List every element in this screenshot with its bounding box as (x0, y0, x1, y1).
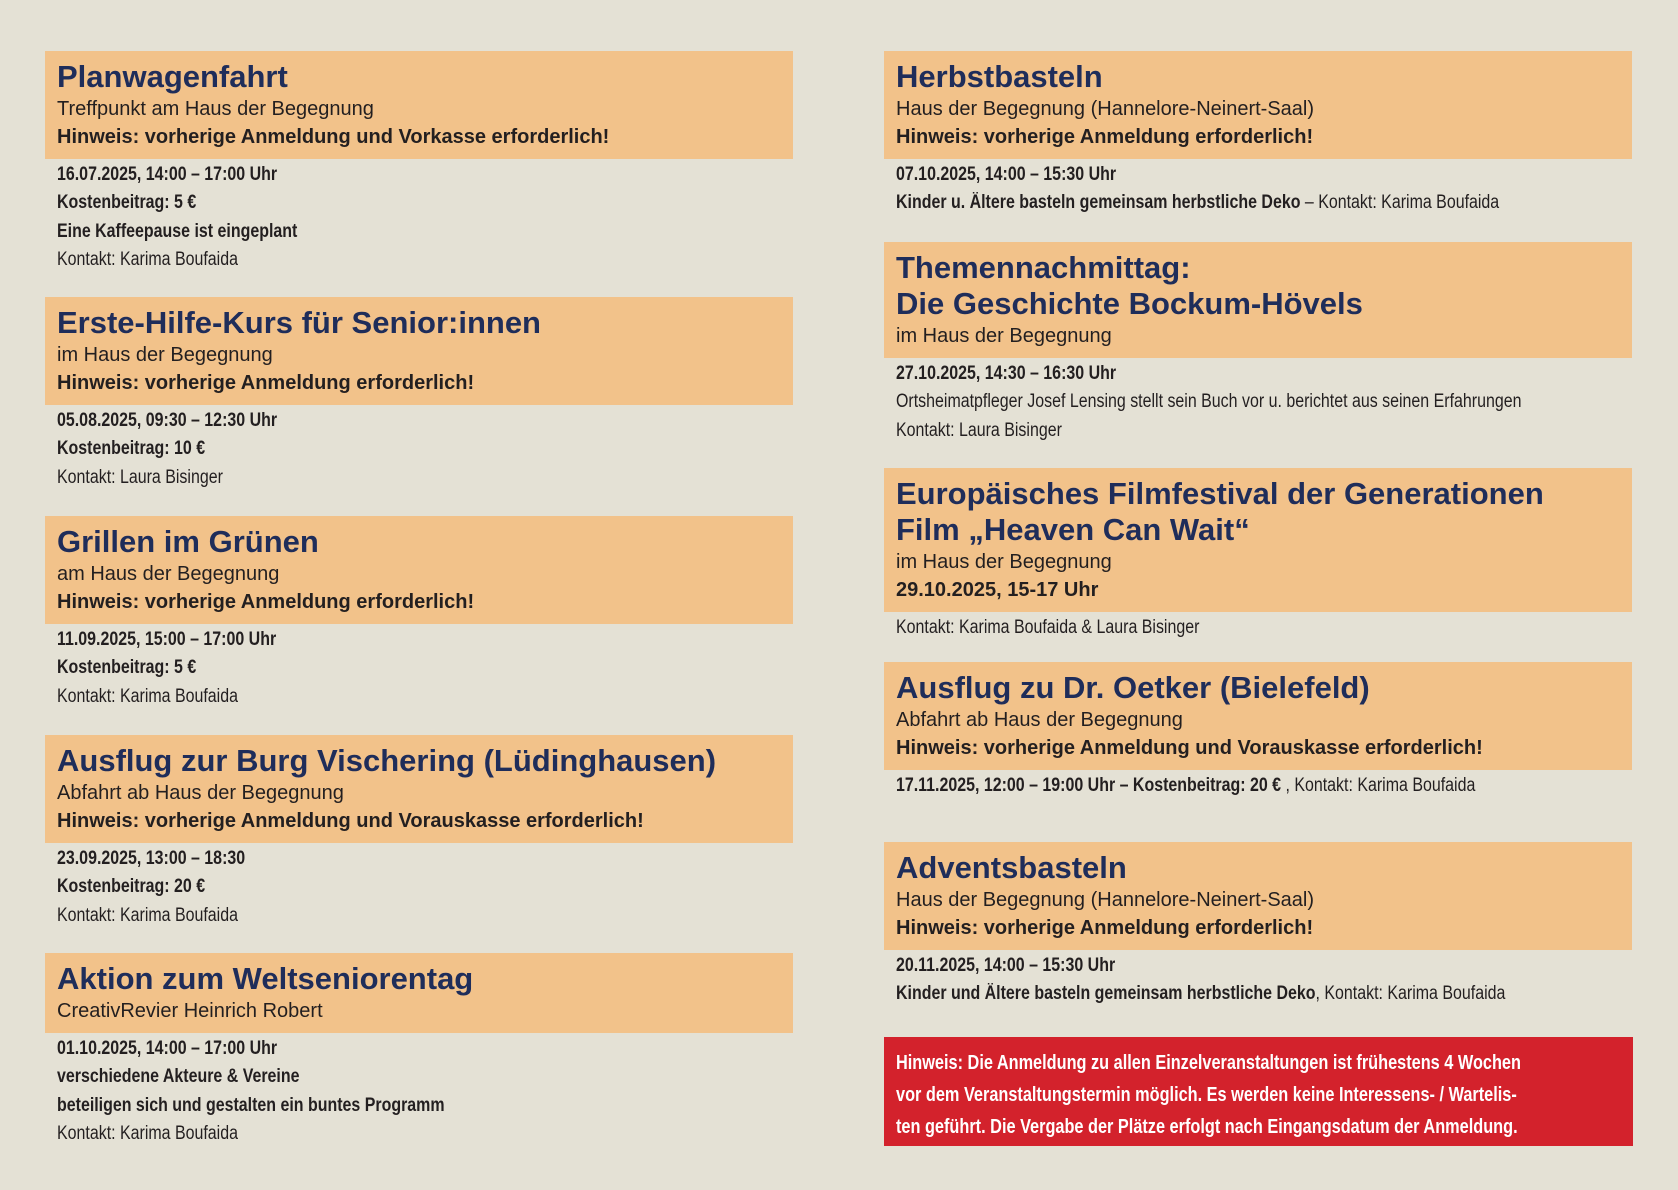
notice-line: vor dem Veranstaltungstermin möglich. Es werden keine Interessens- / Wartelis- (896, 1084, 1517, 1106)
event-contact: Kontakt: Laura Bisinger (896, 419, 1062, 441)
event-date: 05.08.2025, 09:30 – 12:30 Uhr (57, 410, 278, 431)
event-herbstbasteln (884, 51, 1632, 218)
event-header (45, 516, 793, 624)
event-planwagenfahrt (45, 51, 793, 274)
event-date: 20.11.2025, 14:00 – 15:30 Uhr (896, 955, 1116, 976)
event-details (884, 358, 1632, 445)
event-contact: Kontakt: Karima Boufaida & Laura Bisinger (896, 617, 1200, 638)
event-title: Grillen im Grünen (57, 524, 319, 559)
event-cost: Kostenbeitrag: 20 € (57, 876, 206, 898)
event-title: Aktion zum Weltseniorentag (57, 961, 474, 996)
event-weltseniorentag (45, 953, 793, 1148)
event-date: 29.10.2025, 15-17 Uhr (896, 579, 1099, 601)
event-description: Kinder u. Ältere basteln gemeinsam herbstliche Deko (896, 192, 1301, 214)
event-title: Ausflug zu Dr. Oetker (Bielefeld) (896, 670, 1370, 705)
event-contact: – Kontakt: Karima Boufaida (1300, 192, 1500, 214)
event-location: Haus der Begegnung (Hannelore-Neinert-Saal) (896, 889, 1315, 911)
event-hint: Hinweis: vorherige Anmeldung erforderlich! (57, 591, 475, 613)
event-hint: Hinweis: vorherige Anmeldung und Vorauskasse erforderlich! (57, 810, 644, 832)
event-title: Herbstbasteln (896, 59, 1103, 94)
notice-line: Hinweis: Die Anmeldung zu allen Einzelveranstaltungen ist frühestens 4 Wochen (896, 1052, 1521, 1074)
event-title: Ausflug zur Burg Vischering (Lüdinghausen) (57, 743, 717, 778)
event-location: Abfahrt ab Haus der Begegnung (896, 709, 1183, 731)
event-location: CreativRevier Heinrich Robert (57, 1000, 323, 1022)
event-details (45, 843, 793, 930)
event-title: Europäisches Filmfestival der Generationen (896, 476, 1544, 511)
event-grillen (45, 516, 793, 711)
event-details (45, 624, 793, 711)
notice-line: ten geführt. Die Vergabe der Plätze erfolgt nach Eingangsdatum der Anmeldung. (896, 1116, 1518, 1138)
event-description-line (896, 189, 1504, 217)
event-date-line (896, 772, 1504, 800)
event-hint: Hinweis: vorherige Anmeldung erforderlich! (896, 917, 1314, 939)
event-hint: Hinweis: vorherige Anmeldung und Vorauskasse erforderlich! (896, 737, 1483, 759)
event-date: 16.07.2025, 14:00 – 17:00 Uhr (57, 164, 278, 185)
event-date: 23.09.2025, 13:00 – 18:30 (57, 848, 246, 869)
event-location: Abfahrt ab Haus der Begegnung (57, 782, 344, 804)
event-date: 01.10.2025, 14:00 – 17:00 Uhr (57, 1038, 278, 1059)
event-header (884, 842, 1632, 950)
event-description-line (896, 980, 1504, 1008)
event-location: Treffpunkt am Haus der Begegnung (57, 98, 374, 120)
event-title-line2: Die Geschichte Bockum-Hövels (896, 286, 1363, 321)
event-burg-vischering (45, 735, 793, 930)
event-header (45, 953, 793, 1033)
event-contact: , Kontakt: Karima Boufaida (1315, 983, 1506, 1005)
event-contact: Kontakt: Karima Boufaida (57, 248, 238, 270)
event-details (884, 612, 1632, 642)
event-details (45, 1033, 793, 1148)
event-title: Erste-Hilfe-Kurs für Senior:innen (57, 305, 541, 340)
event-date: 17.11.2025, 12:00 – 19:00 Uhr – Kostenbeitrag: 20 € (896, 775, 1282, 796)
event-contact: Kontakt: Karima Boufaida (57, 1122, 238, 1144)
event-details (45, 159, 793, 274)
event-title-line2: Film „Heaven Can Wait“ (896, 512, 1250, 547)
event-hint: Hinweis: vorherige Anmeldung und Vorkasse erforderlich! (57, 126, 610, 148)
event-date: 27.10.2025, 14:30 – 16:30 Uhr (896, 363, 1117, 384)
event-hint: Hinweis: vorherige Anmeldung erforderlich! (896, 126, 1314, 148)
event-header (884, 468, 1632, 612)
event-location: Haus der Begegnung (Hannelore-Neinert-Saal) (896, 98, 1315, 120)
event-header (884, 242, 1632, 358)
event-extra: verschiedene Akteure & Vereine (57, 1066, 300, 1088)
event-details (884, 159, 1632, 218)
event-adventsbasteln (884, 842, 1632, 1009)
event-description: Kinder und Ältere basteln gemeinsam herbstliche Deko (896, 983, 1316, 1005)
event-filmfestival (884, 468, 1632, 642)
registration-notice (884, 1037, 1633, 1146)
event-contact: Kontakt: Karima Boufaida (57, 685, 238, 707)
event-cost: Kostenbeitrag: 5 € (57, 192, 197, 214)
event-date: 07.10.2025, 14:00 – 15:30 Uhr (896, 164, 1117, 185)
event-details (45, 405, 793, 492)
event-details (884, 950, 1632, 1009)
event-location: im Haus der Begegnung (896, 325, 1112, 347)
event-header (45, 51, 793, 159)
event-details (884, 770, 1632, 800)
event-themennachmittag (884, 242, 1632, 445)
event-description: Ortsheimatpfleger Josef Lensing stellt sein Buch vor u. berichtet aus seinen Erfahrungen (896, 391, 1522, 413)
event-location: im Haus der Begegnung (896, 551, 1112, 573)
event-erste-hilfe (45, 297, 793, 492)
event-header (884, 51, 1632, 159)
event-title: Themennachmittag: (896, 250, 1191, 285)
event-extra: Eine Kaffeepause ist eingeplant (57, 220, 298, 242)
event-contact: , Kontakt: Karima Boufaida (1281, 775, 1476, 796)
event-cost: Kostenbeitrag: 5 € (57, 657, 197, 679)
event-title: Adventsbasteln (896, 850, 1127, 885)
event-location: im Haus der Begegnung (57, 344, 273, 366)
event-cost: Kostenbeitrag: 10 € (57, 438, 206, 460)
event-header (45, 735, 793, 843)
event-header (45, 297, 793, 405)
event-contact: Kontakt: Karima Boufaida (57, 904, 238, 926)
event-date: 11.09.2025, 15:00 – 17:00 Uhr (57, 629, 277, 650)
event-hint: Hinweis: vorherige Anmeldung erforderlich! (57, 372, 475, 394)
event-extra: beteiligen sich und gestalten ein buntes Programm (57, 1094, 445, 1116)
event-contact: Kontakt: Laura Bisinger (57, 466, 223, 488)
event-dr-oetker (884, 662, 1632, 800)
event-header (884, 662, 1632, 770)
event-title: Planwagenfahrt (57, 59, 288, 94)
event-location: am Haus der Begegnung (57, 563, 280, 585)
